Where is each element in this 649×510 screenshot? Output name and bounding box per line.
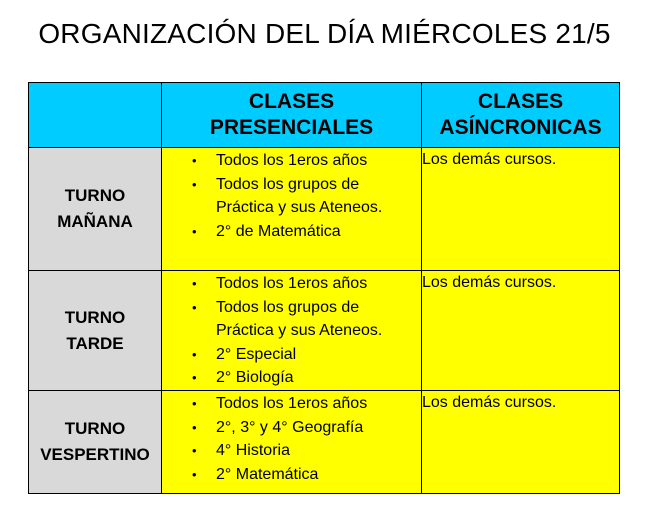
asincronicas-cell: Los demás cursos. [422,271,620,391]
asincronicas-cell: Los demás cursos. [422,391,620,494]
bullet-icon: • [192,223,197,239]
list-item [162,392,421,416]
bullet-icon: • [192,466,197,482]
list-item [162,272,421,296]
list-item [162,439,421,463]
list-item-text: 2°, 3° y 4° Geografía [216,418,364,436]
list-item [162,366,421,390]
list-item-text: Todos los 1eros años [216,152,368,169]
bullet-icon: • [192,396,197,411]
turno-cell [29,148,162,271]
presenciales-cell [162,391,422,494]
table-row [29,148,620,271]
list-item [162,149,421,173]
page-title: ORGANIZACIÓN DEL DÍA MIÉRCOLES 21/5 [38,18,611,49]
list-item-text: Todos los grupos de Práctica y sus Ateneos. [216,175,383,216]
turno-name: MAÑANA [57,212,133,231]
turno-cell [29,271,162,391]
header-asincronicas-line1: CLASES [477,90,564,113]
list-item-text: 2° de Matemática [216,222,341,240]
turno-cell [29,391,162,494]
bullet-icon: • [192,153,197,168]
bullet-icon: • [192,299,197,315]
table-row [29,391,620,494]
header-empty-cell [29,83,162,148]
presenciales-list [162,271,421,390]
list-item-text: Todos los 1eros años [216,395,368,412]
presenciales-list [162,391,421,486]
turno-name: TARDE [66,333,124,353]
header-presenciales-line2: PRESENCIALES [209,116,374,139]
turno-label: TURNO [64,307,126,327]
list-item-text: 4° Historia [216,442,290,459]
presenciales-cell [162,271,422,391]
presenciales-list [162,148,421,243]
list-item [162,296,421,343]
list-item-text: 2° Matemática [216,465,319,483]
bullet-icon: • [192,176,197,192]
list-item-text: Todos los 1eros años [216,275,368,292]
bullet-icon: • [192,370,197,385]
bullet-icon: • [192,443,197,458]
list-item-text: Todos los grupos de Práctica y sus Ateneos. [216,298,383,339]
bullet-icon: • [192,419,197,435]
header-asincronicas [422,83,620,148]
bullet-icon: • [192,346,197,362]
list-item-text: 2° Especial [216,345,297,363]
presenciales-cell [162,148,422,271]
header-asincronicas-line2: ASÍNCRONICAS [439,116,602,139]
list-item [162,463,421,487]
header-row [29,83,620,148]
list-item-text: 2° Biología [216,369,294,386]
list-item [162,173,421,220]
header-presenciales-line1: CLASES [248,90,335,113]
table-row [29,271,620,391]
turno-name: VESPERTINO [40,445,150,464]
list-item [162,416,421,440]
turno-label: TURNO [64,419,126,438]
header-presenciales [162,83,422,148]
bullet-icon: • [192,276,197,291]
schedule-table [28,82,620,494]
list-item [162,343,421,367]
turno-label: TURNO [64,186,126,205]
asincronicas-cell: Los demás cursos. [422,148,620,271]
list-item [162,220,421,244]
